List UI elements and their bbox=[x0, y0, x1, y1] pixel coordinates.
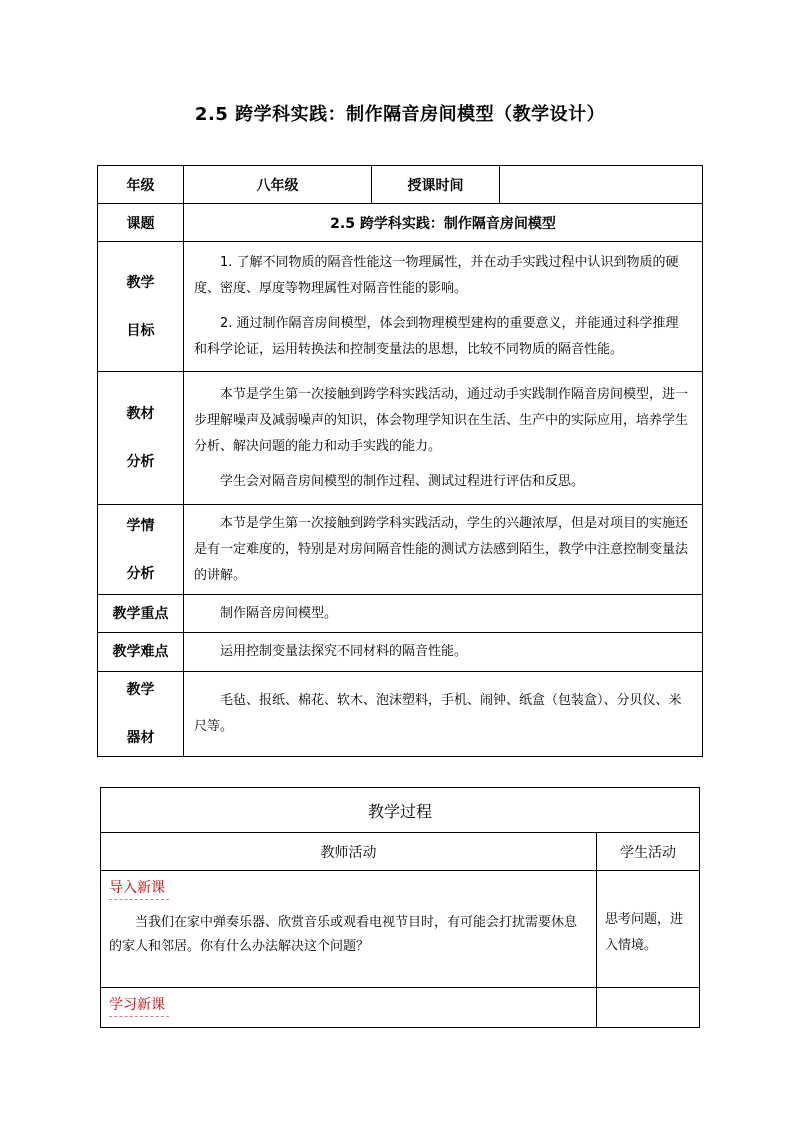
material-paragraph: 本节是学生第一次接触到跨学科实践活动，通过动手实践制作隔音房间模型，进一步理解噪声及减弱噪声的知识，体会物理学知识在生活、生产中的实际应用，培养学生分析、解决问题的能力和动手实践的能力。 bbox=[194, 386, 689, 454]
student-activity-header: 学生活动 bbox=[597, 833, 700, 871]
topic-row bbox=[98, 204, 703, 242]
material-label-line2: 分析 bbox=[126, 454, 155, 470]
difficulty-label: 教学难点 bbox=[98, 633, 184, 672]
difficulty-content bbox=[184, 633, 703, 672]
new-lesson-section-heading: 学习新课 bbox=[109, 994, 169, 1017]
difficulty-value: 运用控制变量法探究不同材料的隔音性能。 bbox=[220, 644, 468, 659]
page-title: 2.5 跨学科实践：制作隔音房间模型（教学设计） bbox=[194, 104, 606, 125]
equipment-label-line2: 器材 bbox=[126, 730, 155, 746]
goals-label-line2: 目标 bbox=[126, 322, 155, 339]
time-label: 授课时间 bbox=[372, 166, 500, 204]
material-label-line1: 教材 bbox=[126, 406, 155, 422]
new-lesson-student-cell bbox=[597, 988, 700, 1028]
students-paragraph: 本节是学生第一次接触到跨学科实践活动，学生的兴趣浓厚，但是对项目的实施还是有一定难度的，特别是对房间隔音性能的测试方法感到陌生，教学中注意控制变量法的讲解。 bbox=[194, 515, 689, 583]
students-label bbox=[98, 505, 184, 595]
goals-row bbox=[98, 242, 703, 372]
equipment-content bbox=[184, 672, 703, 757]
intro-section-heading: 导入新课 bbox=[109, 877, 169, 900]
key-label: 教学重点 bbox=[98, 595, 184, 633]
equipment-label-line1: 教学 bbox=[126, 682, 155, 698]
grade-label: 年级 bbox=[98, 166, 184, 204]
key-value: 制作隔音房间模型。 bbox=[220, 605, 338, 621]
goal-item: 1. 了解不同物质的隔音性能这一物理属性，并在动手实践过程中认识到物质的硬度、密度、厚度等物理属性对隔音性能的影响。 bbox=[194, 255, 679, 296]
difficulty-row bbox=[98, 633, 703, 672]
process-title-row bbox=[101, 788, 700, 833]
teaching-process-table bbox=[100, 787, 700, 1028]
students-label-line2: 分析 bbox=[126, 565, 155, 582]
process-title: 教学过程 bbox=[101, 788, 700, 833]
process-header-row bbox=[101, 833, 700, 871]
key-content bbox=[184, 595, 703, 633]
material-row bbox=[98, 372, 703, 505]
goals-label-line1: 教学 bbox=[126, 274, 155, 291]
goals-content bbox=[184, 242, 703, 372]
grade-row bbox=[98, 166, 703, 204]
equipment-value: 毛毡、报纸、棉花、软木、泡沫塑料，手机、闹钟、纸盒（包装盒）、分贝仪、米尺等。 bbox=[194, 693, 682, 734]
goals-label bbox=[98, 242, 184, 372]
intro-teacher-cell bbox=[101, 871, 597, 988]
new-lesson-row bbox=[101, 988, 700, 1028]
intro-teacher-text: 当我们在家中弹奏乐器、欣赏音乐或观看电视节目时，有可能会打扰需要休息的家人和邻居。你有什么办法解决这个问题？ bbox=[109, 915, 578, 954]
equipment-row bbox=[98, 672, 703, 757]
students-row bbox=[98, 505, 703, 595]
teacher-activity-header: 教师活动 bbox=[101, 833, 597, 871]
material-content bbox=[184, 372, 703, 505]
material-label bbox=[98, 372, 184, 505]
students-label-line1: 学情 bbox=[126, 517, 155, 534]
intro-student-cell: 思考问题，进入情境。 bbox=[597, 871, 700, 988]
goal-item: 2. 通过制作隔音房间模型，体会到物理模型建构的重要意义，并能通过科学推理和科学论证，运用转换法和控制变量法的思想，比较不同物质的隔音性能。 bbox=[194, 316, 679, 357]
students-content bbox=[184, 505, 703, 595]
grade-value: 八年级 bbox=[184, 166, 372, 204]
topic-value: 2.5 跨学科实践：制作隔音房间模型 bbox=[184, 204, 703, 242]
lesson-info-table bbox=[97, 165, 703, 757]
equipment-label bbox=[98, 672, 184, 757]
key-row bbox=[98, 595, 703, 633]
new-lesson-teacher-cell bbox=[101, 988, 597, 1028]
time-value bbox=[500, 166, 703, 204]
intro-row bbox=[101, 871, 700, 988]
topic-label: 课题 bbox=[98, 204, 184, 242]
material-paragraph: 学生会对隔音房间模型的制作过程、测试过程进行评估和反思。 bbox=[220, 473, 585, 489]
